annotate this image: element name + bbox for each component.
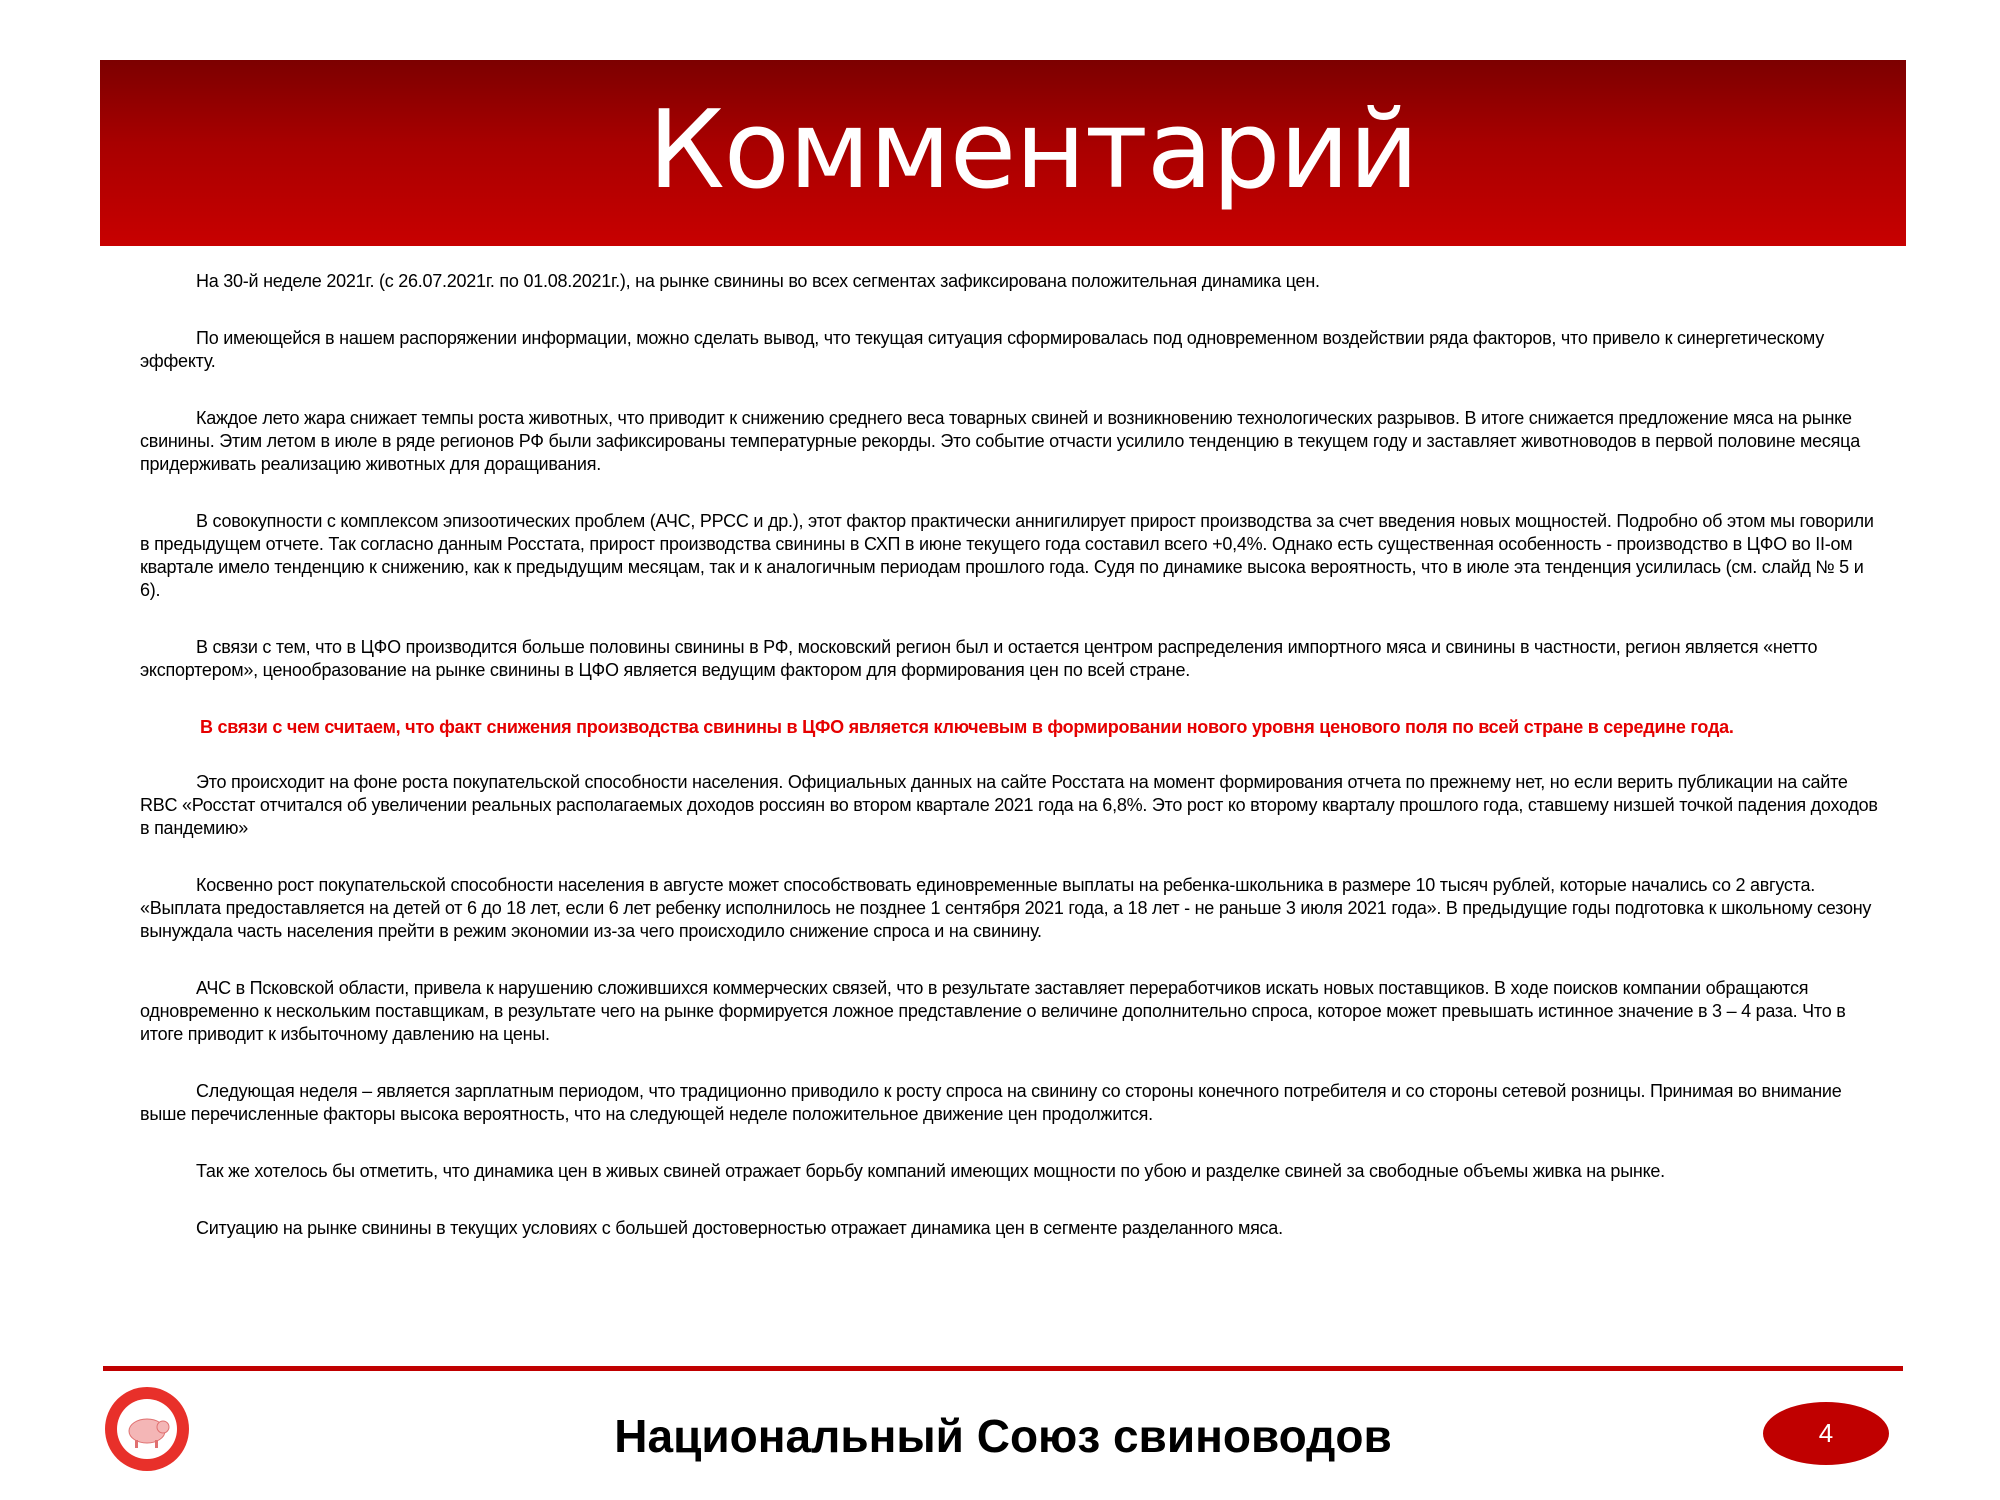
paragraph: На 30-й неделе 2021г. (с 26.07.2021г. по 01.08.2021г.), на рынке свинины во всех сегментах зафиксирована положительная динамика цен.: [196, 271, 1320, 291]
title-banner: [100, 60, 1906, 246]
highlight-conclusion: В связи с чем считаем, что факт снижения производства свинины в ЦФО является ключевым в формировании нового уровня ценового поля по всей стране в середине года.: [200, 717, 1734, 737]
paragraph: АЧС в Псковской области, привела к нарушению сложившихся коммерческих связей, что в результате заставляет переработчиков искать новых поставщиков. В ходе поисков компании обращаются одновременно к нескольким поставщикам, в результате чего на рынке формируется ложное представление о величине дополнительно спроса, которое может превышать истинное значение в 3 – 4 раза. Что в итоге приводит к избыточному давлению на цены.: [140, 978, 1846, 1044]
footer-divider: [103, 1366, 1903, 1371]
paragraph: Следующая неделя – является зарплатным периодом, что традиционно приводило к росту спроса на свинину со стороны конечного потребителя и со стороны сетевой розницы. Принимая во внимание выше перечисленные факторы высока вероятность, что на следующей неделе положительное движение цен продолжится.: [140, 1081, 1842, 1124]
paragraph: В связи с тем, что в ЦФО производится больше половины свинины в РФ, московский регион был и остается центром распределения импортного мяса и свинины в частности, регион является «нетто экспортером», ценообразование на рынке свинины в ЦФО является ведущим фактором для формирования цен по всей стране.: [140, 637, 1818, 680]
footer-title: Национальный Союз свиноводов: [614, 1410, 1392, 1462]
paragraph: По имеющейся в нашем распоряжении информации, можно сделать вывод, что текущая ситуация сформировалась под одновременном воздействии ряда факторов, что привело к синергетическому эффекту.: [140, 328, 1824, 371]
paragraph: Каждое лето жара снижает темпы роста животных, что приводит к снижению среднего веса товарных свиней и возникновению технологических разрывов. В итоге снижается предложение мяса на рынке свинины. Этим летом в июле в ряде регионов РФ были зафиксированы температурные рекорды. Это событие отчасти усилило тенденцию в текущем году и заставляет животноводов в первой половине месяца придерживать реализацию животных для доращивания.: [140, 408, 1861, 474]
paragraph: В совокупности с комплексом эпизоотических проблем (АЧС, РРСС и др.), этот фактор практически аннигилирует прирост производства за счет введения новых мощностей. Подробно об этом мы говорили в предыдущем отчете. Так согласно данным Росстата, прирост производства свинины в СХП в июне текущего года составил всего +0,4%. Однако есть существенная особенность - производство в ЦФО во II-ом квартале имело тенденцию к снижению, как к предыдущим месяцам, так и к аналогичным периодам прошлого года. Судя по динамике высока вероятность, что в июле эта тенденция усилилась (см. слайд № 5 и 6).: [140, 511, 1874, 600]
paragraph: Косвенно рост покупательской способности населения в августе может способствовать единовременные выплаты на ребенка-школьника в размере 10 тысяч рублей, которые начались со 2 августа. «Выплата предоставляется на детей от 6 до 18 лет, если 6 лет ребенку исполнилось не позднее 1 сентября 2021 года, а 18 лет - не раньше 3 июля 2021 года». В предыдущие годы подготовка к школьному сезону вынуждала часть населения прейти в режим экономии из-за чего происходило снижение спроса и на свинину.: [140, 875, 1872, 941]
slide-title: Комментарий: [648, 88, 1418, 213]
paragraph: Ситуацию на рынке свинины в текущих условиях с большей достоверностью отражает динамика цен в сегменте разделанного мяса.: [196, 1218, 1283, 1238]
paragraph: Так же хотелось бы отметить, что динамика цен в живых свиней отражает борьбу компаний имеющих мощности по убою и разделке свиней за свободные объемы живка на рынке.: [196, 1161, 1665, 1181]
paragraph: Это происходит на фоне роста покупательской способности населения. Официальных данных на сайте Росстата на момент формирования отчета по прежнему нет, но если верить публикации на сайте RBC «Росстат отчитался об увеличении реальных располагаемых доходов россиян во втором квартале 2021 года на 6,8%. Это рост ко второму кварталу прошлого года, ставшему низшей точкой падения доходов в пандемию»: [140, 772, 1878, 838]
commentary-body: [140, 270, 1885, 1274]
page-number-badge: 4: [1763, 1402, 1889, 1465]
